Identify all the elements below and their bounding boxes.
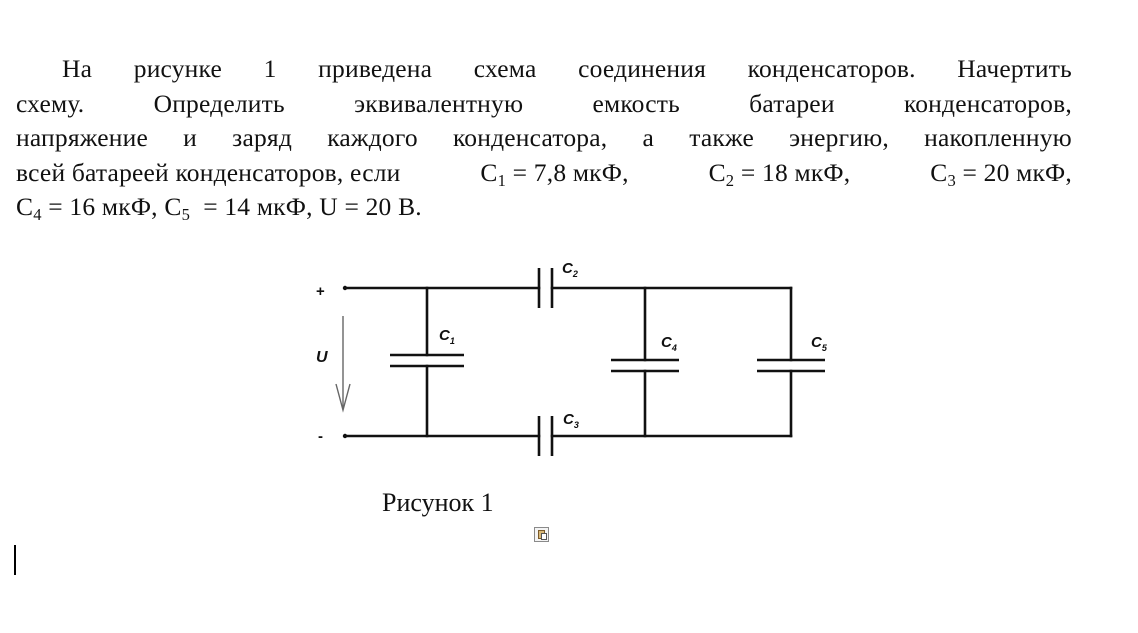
- figure-caption: Рисунок 1: [382, 488, 494, 517]
- word: конденсатора,: [453, 123, 608, 152]
- symbol: C: [930, 157, 948, 187]
- word: конденсаторов.: [747, 54, 916, 83]
- value: = 20 мкФ,: [962, 157, 1072, 187]
- word: также: [689, 123, 754, 152]
- c1-letter: C: [439, 327, 450, 344]
- word: На: [62, 54, 93, 83]
- plus-terminal-dot: [343, 286, 347, 290]
- symbol: C: [480, 157, 498, 187]
- word: заряд: [232, 123, 293, 152]
- c5-index: 5: [821, 343, 827, 353]
- c3-index: 3: [573, 420, 579, 430]
- subscript: 2: [725, 170, 735, 190]
- value: = 16 мкФ,: [48, 192, 158, 221]
- subscript: 4: [33, 204, 42, 224]
- word: емкость: [592, 88, 680, 118]
- word: Начертить: [957, 54, 1072, 83]
- value: = 7,8 мкФ,: [512, 157, 629, 187]
- word: эквивалентную: [354, 88, 524, 118]
- word: и: [183, 123, 197, 152]
- word: Определить: [153, 88, 285, 118]
- c4-letter: C: [661, 334, 672, 351]
- subscript: 5: [181, 204, 191, 224]
- voltage-label: U: [316, 349, 328, 366]
- c5-letter: C: [811, 334, 822, 351]
- word: энергию,: [789, 123, 889, 152]
- subscript: 1: [497, 170, 507, 190]
- word: каждого: [327, 123, 418, 152]
- plus-terminal-label: +: [316, 283, 325, 300]
- symbol: C: [16, 192, 34, 221]
- word: приведена: [318, 54, 433, 83]
- c2-index: 2: [572, 269, 578, 279]
- word: батареи: [749, 88, 835, 118]
- symbol: C: [164, 192, 182, 221]
- clipboard-paste-icon[interactable]: [534, 527, 549, 542]
- word: напряжение: [16, 123, 148, 152]
- text-cursor: [14, 545, 16, 575]
- given-intro: всей батареей конденсаторов, если: [16, 157, 401, 187]
- word: схему.: [16, 88, 85, 118]
- c2-label: [562, 260, 578, 279]
- given-voltage: U = 20 В.: [319, 192, 422, 221]
- word: 1: [263, 54, 277, 83]
- minus-terminal-label: -: [318, 428, 323, 445]
- symbol: C: [708, 157, 726, 187]
- subscript: 3: [947, 170, 956, 190]
- word: накопленную: [924, 123, 1072, 152]
- c2-letter: C: [562, 260, 573, 277]
- c1-index: 1: [449, 336, 455, 346]
- word: схема: [473, 54, 537, 83]
- c3-letter: C: [563, 411, 574, 428]
- value: = 18 мкФ,: [740, 157, 851, 187]
- c3-label: [563, 411, 579, 430]
- value: = 14 мкФ,: [203, 192, 313, 221]
- c1-label: [439, 327, 455, 346]
- c4-label: [661, 334, 677, 353]
- paste-sheet-icon: [541, 533, 547, 540]
- word: конденсаторов,: [903, 88, 1072, 118]
- minus-terminal-dot: [343, 434, 347, 438]
- word: а: [642, 123, 655, 152]
- c5-label: [811, 334, 828, 353]
- c4-index: 4: [671, 343, 677, 353]
- word: рисунке: [133, 54, 222, 83]
- word: соединения: [578, 54, 707, 83]
